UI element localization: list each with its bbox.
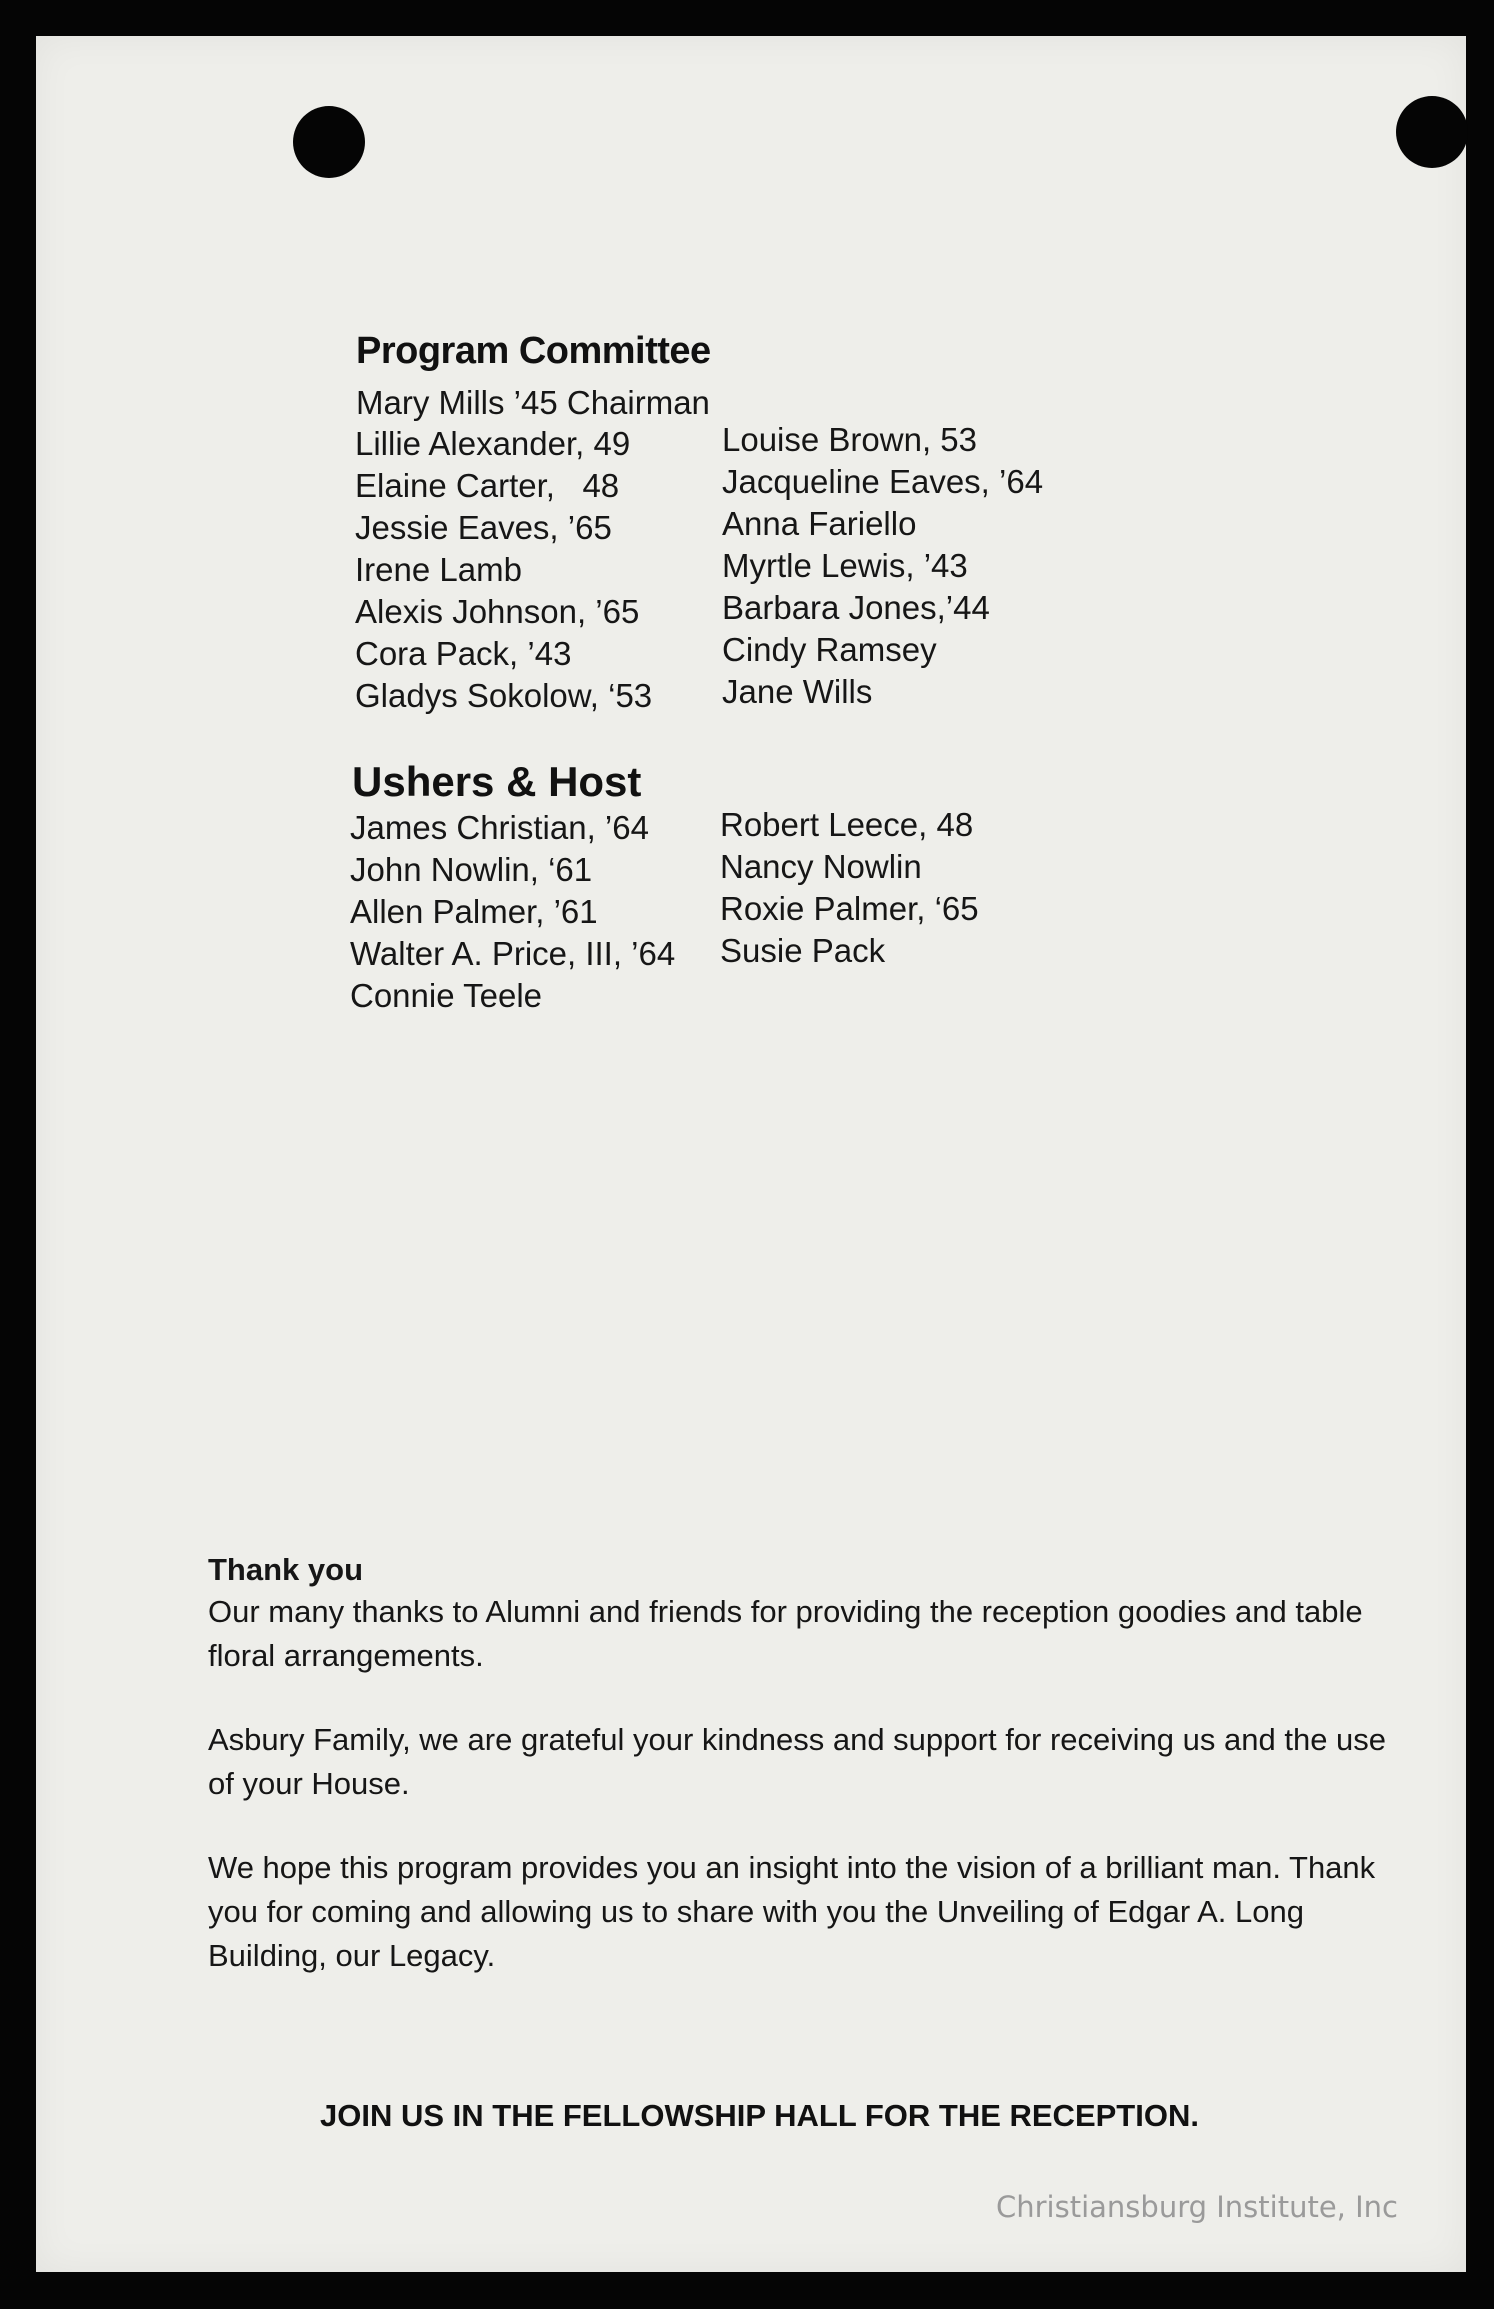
committee-member: Cora Pack, ’43 [355, 635, 572, 672]
committee-chairman: Mary Mills ’45 Chairman [356, 384, 710, 421]
ushers-host-heading: Ushers & Host [352, 758, 642, 805]
committee-member: Jacqueline Eaves, ’64 [722, 463, 1044, 500]
usher-name: Connie Teele [350, 977, 543, 1014]
punch-hole [1396, 96, 1468, 168]
program-committee-heading: Program Committee [356, 330, 711, 372]
thank-you-section [208, 1552, 1418, 2018]
usher-name: Robert Leece, 48 [720, 806, 974, 843]
watermark-text: Christiansburg Institute, Inc [996, 2190, 1398, 2224]
committee-member: Myrtle Lewis, ’43 [722, 547, 968, 584]
committee-member: Cindy Ramsey [722, 631, 937, 668]
committee-left-column [355, 423, 652, 717]
committee-member: Irene Lamb [355, 551, 522, 588]
thank-you-paragraph: Our many thanks to Alumni and friends for providing the reception goodies and table floral arrangements. [208, 1594, 1363, 1673]
usher-name: James Christian, ’64 [350, 809, 649, 846]
committee-member: Lillie Alexander, 49 [355, 425, 631, 462]
committee-member: Gladys Sokolow, ‘53 [355, 677, 653, 714]
punch-hole [293, 106, 365, 178]
usher-name: Susie Pack [720, 932, 886, 969]
usher-name: Roxie Palmer, ‘65 [720, 890, 979, 927]
usher-name: John Nowlin, ‘61 [350, 851, 593, 888]
thank-you-heading: Thank you [208, 1552, 364, 1587]
committee-member: Jessie Eaves, ’65 [355, 509, 612, 546]
usher-name: Nancy Nowlin [720, 848, 922, 885]
committee-member: Alexis Johnson, ’65 [355, 593, 640, 630]
committee-right-column [722, 419, 1043, 713]
usher-name: Allen Palmer, ’61 [350, 893, 598, 930]
committee-member: Louise Brown, 53 [722, 421, 977, 458]
usher-name: Walter A. Price, III, ’64 [350, 935, 676, 972]
committee-member: Elaine Carter, 48 [355, 467, 620, 504]
thank-you-paragraph: We hope this program provides you an insight into the vision of a brilliant man. Thank you for coming and allowing us to share with you the Unveiling of Edgar A. Long Building, our Legacy. [208, 1850, 1376, 1973]
thank-you-paragraph: Asbury Family, we are grateful your kindness and support for receiving us and the use of your House. [208, 1722, 1387, 1801]
committee-member: Jane Wills [722, 673, 873, 710]
ushers-right-column [720, 804, 979, 972]
committee-member: Barbara Jones,’44 [722, 589, 990, 626]
ushers-left-column [350, 807, 675, 1017]
reception-notice: JOIN US IN THE FELLOWSHIP HALL FOR THE RECEPTION. [320, 2098, 1199, 2133]
committee-member: Anna Fariello [722, 505, 917, 542]
